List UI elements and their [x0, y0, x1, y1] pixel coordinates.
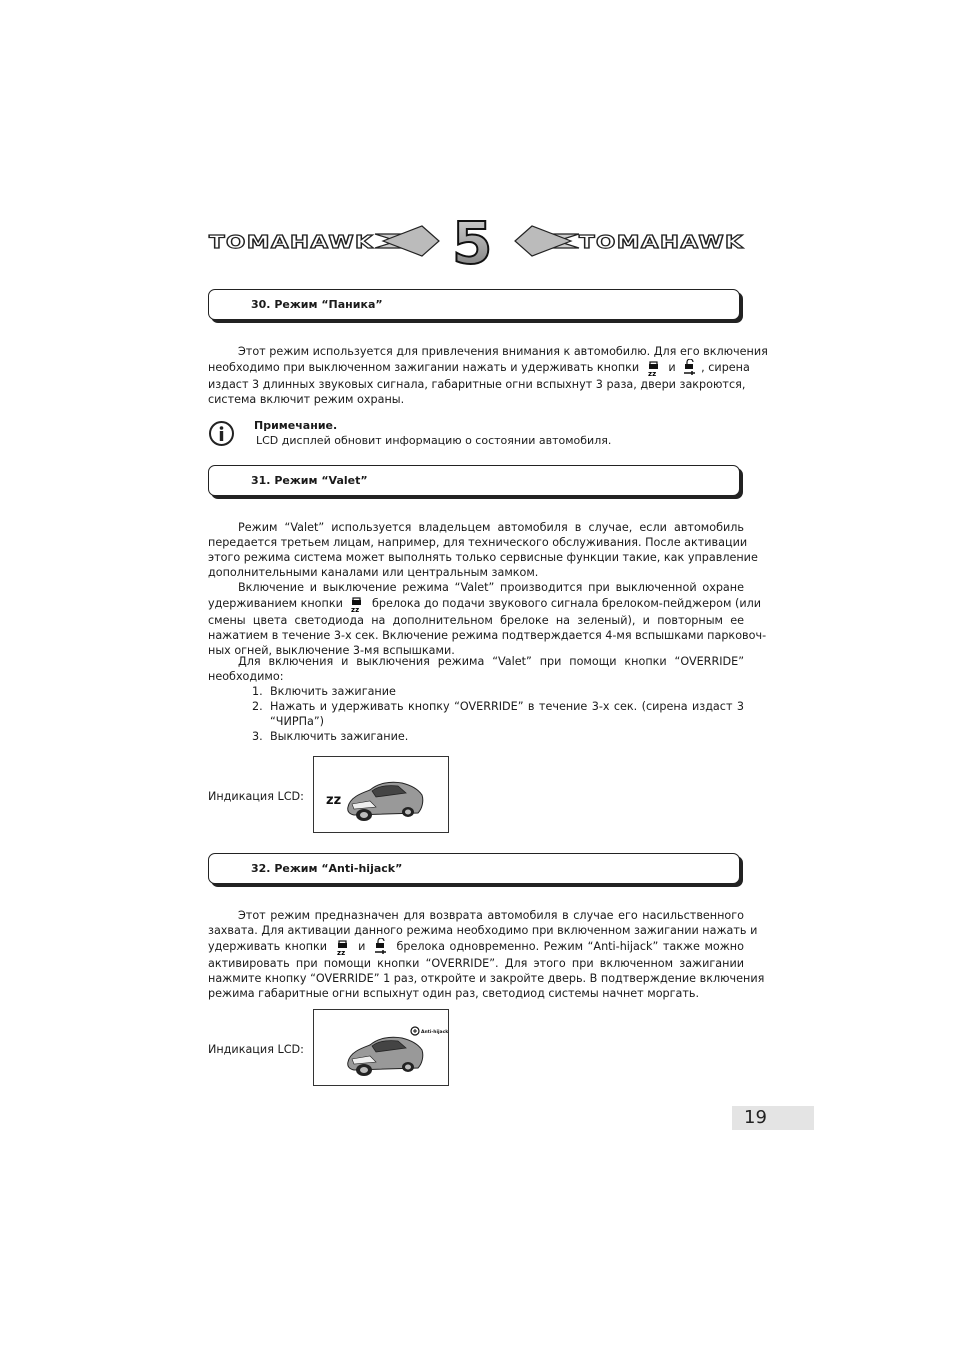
lcd-display-antihijack [313, 1009, 449, 1086]
lcd-antihijack-text: Anti-hijack [421, 1030, 448, 1035]
section-31-title: 31. Режим “Valet” [251, 474, 368, 487]
section-31-paragraph-3: Для включения и выключения режима “Valet” при помощи кнопки “OVERRIDE” необходимо: [208, 655, 744, 683]
model-number: 5 [452, 216, 493, 266]
lcd-display-valet [313, 756, 449, 833]
info-icon [208, 420, 235, 447]
svg-text:zz: zz [336, 949, 345, 956]
section-30-title: 30. Режим “Паника” [251, 298, 383, 311]
list-item: 3. Выключить зажигание. [252, 730, 409, 743]
section-32-title: 32. Режим “Anti-hijack” [251, 862, 403, 875]
tomahawk-x5-logo [207, 216, 747, 266]
lock-zz-icon [647, 359, 661, 377]
note-title: Примечание. [254, 419, 338, 432]
lcd-label-valet: Индикация LCD: [208, 790, 304, 803]
lcd-label-antihijack: Индикация LCD: [208, 1043, 304, 1056]
section-32-paragraph: Этот режим предназначен для возврата автомобиля в случае его насильственного захвата. Для активации данного режима необходимо при включенном зажигании нажать и удерживать кнопки zz и брелока одновременно. Режим “Anti-hijack” также можно активировать при помощи кнопки “OVERRIDE”. Для этого при включенном зажигании нажмите кнопку “OVERRIDE” 1 раз, откройте и закройте дверь. В подтверждение включения режима габаритные огни вспыхнут один раз, светодиод системы начнет моргать. [208, 909, 765, 1000]
note-text: LCD дисплей обновит информацию о состоянии автомобиля. [256, 434, 612, 447]
list-item: 2. Нажать и удерживать кнопку “OVERRIDE” в течение 3-х сек. (сирена издаст 3 “ЧИРПа”) [252, 700, 744, 728]
section-30-header [208, 289, 740, 320]
lcd-antihijack-graphic [314, 1010, 448, 1085]
override-steps-list [252, 684, 744, 744]
svg-text:zz: zz [351, 606, 360, 613]
brand-left-text: TOMAHAWK [209, 232, 375, 253]
unlock-key-icon [683, 359, 697, 377]
lcd-valet-graphic [314, 757, 448, 832]
lcd-zz-symbol: zz [326, 793, 342, 808]
list-item: 1. Включить зажигание [252, 685, 396, 698]
car-icon [348, 1037, 423, 1076]
svg-text:zz: zz [647, 370, 656, 377]
page-number: 19 [744, 1107, 767, 1128]
section-32-header [208, 853, 740, 884]
section-31-paragraph-1: Режим “Valet” используется владельцем автомобиля в случае, если автомобиль передается третьем лицам, например, для технического обслуживания. После активации этого режима система может выполнять только сервисные функции такие, как управление дополнительными каналами или центральным замком. [208, 521, 758, 579]
section-31-paragraph-2: Включение и выключение режима “Valet” производится при выключенной охране удерживанием кнопки zz брелока до подачи звукового сигнала брелоком-пейджером (или смены цвета светодиода на дополнительном брелоке на зеленый), и повторным ее нажатием в течение 3-х сек. Включение режима подтверждается 4-мя вспышками парковоч- ных огней, выключение 3-мя вспышками. [208, 581, 767, 657]
lock-zz-icon [336, 938, 350, 956]
section-31-header [208, 465, 740, 496]
lock-zz-icon [350, 595, 364, 613]
car-icon [348, 782, 423, 821]
unlock-key-icon [374, 938, 388, 956]
section-30-paragraph: Этот режим используется для привлечения внимания к автомобилю. Для его включения необходимо при выключенном зажигании нажать и удерживать кнопки zz и , сирена издаст 3 длинных звуковых сигнала, габаритные огни вспыхнут 3 раза, двери закроются, система включит режим охраны. [208, 345, 768, 406]
brand-right-text: TOMAHAWK [579, 232, 745, 253]
